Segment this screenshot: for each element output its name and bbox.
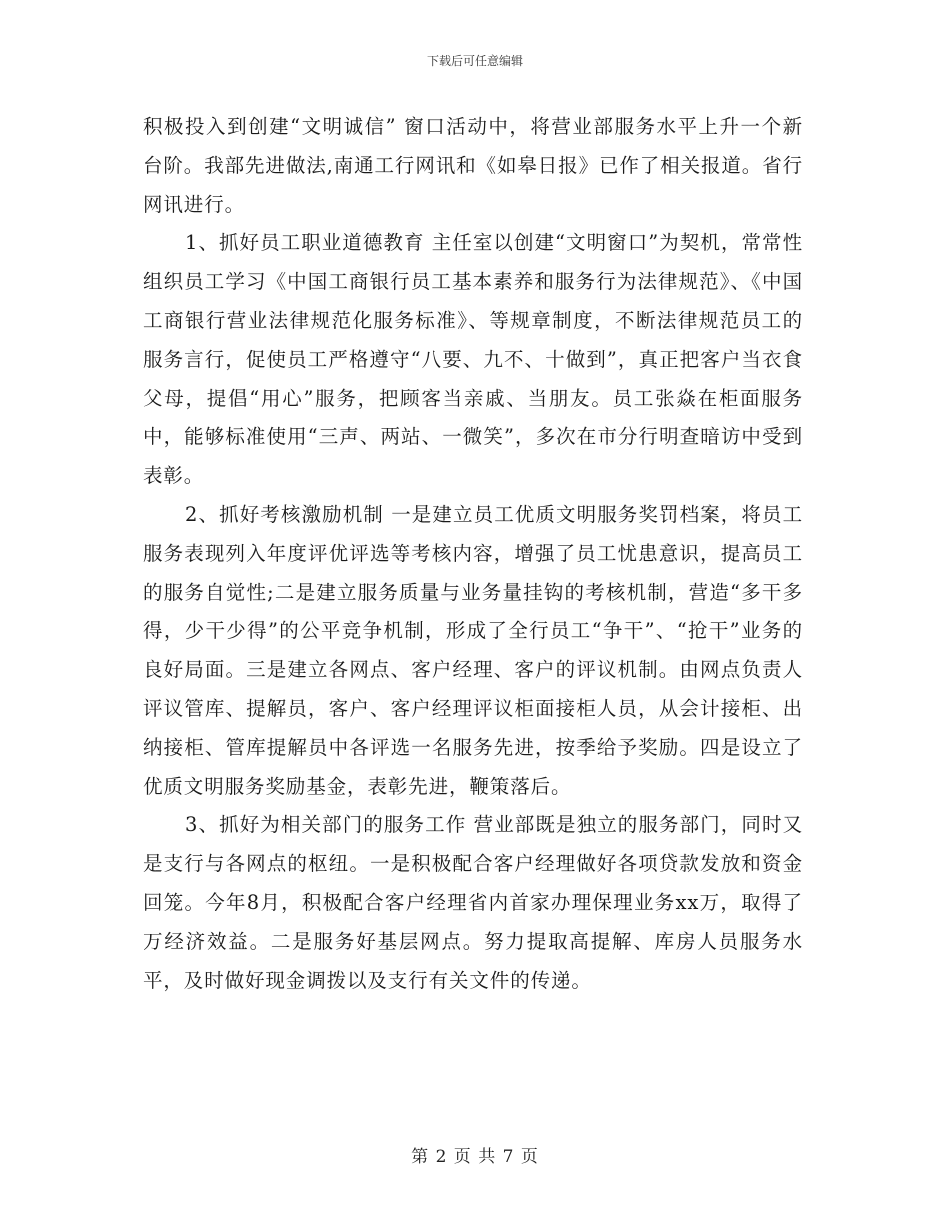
document-body [143, 108, 803, 1000]
page-number: 第 2 页 共 7 页 [411, 1147, 539, 1167]
page-header: 下载后可任意编辑 [426, 54, 523, 68]
paragraph-continuation: 积极投入到创建“文明诚信” 窗口活动中，将营业部服务水平上升一个新台阶。我部先进做法,南通工行网讯和《如皋日报》已作了相关报道。省行网讯进行。 [143, 115, 803, 216]
paragraph-department-service: 3、抓好为相关部门的服务工作 营业部既是独立的服务部门，同时又是支行与各网点的枢纽。一是积极配合客户经理做好各项贷款发放和资金回笼。今年8月，积极配合客户经理省内首家办理保理业务xx万，取得了 万经济效益。二是服务好基层网点。努力提取高提解、库房人员服务水平，及时做好现金调拨以及支行有关文件的传递。 [143, 813, 803, 992]
paragraph-incentive-mechanism: 2、抓好考核激励机制 一是建立员工优质文明服务奖罚档案，将员工服务表现列入年度评优评选等考核内容，增强了员工忧患意识，提高员工的服务自觉性;二是建立服务质量与业务量挂钩的考核机制，营造“多干多得，少干少得”的公平竞争机制，形成了全行员工“争干”、“抢干”业务的良好局面。三是建立各网点、客户经理、客户的评议机制。由网点负责人评议管库、提解员，客户、客户经理评议柜面接柜人员，从会计接柜、出纳接柜、管库提解员中各评选一名服务先进，按季给予奖励。四是设立了优质文明服务奖励基金，表彰先进，鞭策落后。 [143, 502, 803, 798]
paragraph-ethics-education: 1、抓好员工职业道德教育 主任室以创建“文明窗口”为契机，常常性组织员工学习《中国工商银行员工基本素养和服务行为法律规范》、《中国工商银行营业法律规范化服务标准》、等规章制度，不断法律规范员工的服务言行，促使员工严格遵守“八要、九不、十做到”，真正把客户当衣食父母，提倡“用心”服务，把顾客当亲戚、当朋友。员工张焱在柜面服务中，能够标准使用“三声、两站、一微笑”，多次在市分行明查暗访中受到表彰。 [143, 231, 803, 488]
